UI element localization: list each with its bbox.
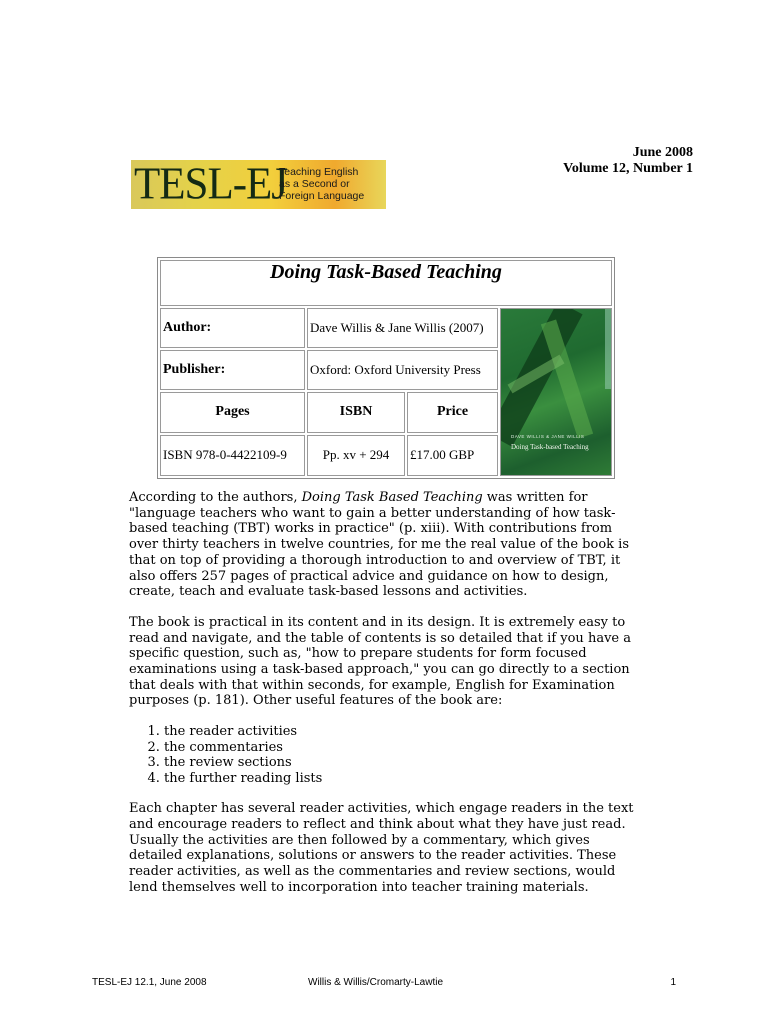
author-label: Author: xyxy=(160,308,305,348)
paragraph-1-text: According to the authors, xyxy=(129,490,302,505)
list-item: 2. the commentaries xyxy=(164,740,644,756)
issue-info xyxy=(563,145,693,177)
publisher-value: Oxford: Oxford University Press xyxy=(307,350,498,390)
paragraph-2: The book is practical in its content and in its design. It is extremely easy to read and navigate, and the table of contents is so detailed that if you have a specific question, such as, "how to prepare students for form focused examinations using a task-based approach," you can go directly to a section that deals with that within seconds, for example, English for Examination purposes (p. 181). Other useful features of the book are: xyxy=(129,614,631,709)
author-value: Dave Willis & Jane Willis (2007) xyxy=(307,308,498,348)
isbn-header: ISBN xyxy=(307,392,405,433)
publisher-label: Publisher: xyxy=(160,350,305,390)
list-item: 3. the review sections xyxy=(164,755,644,771)
logo-wordmark: TESL-EJ xyxy=(134,160,288,209)
review-body xyxy=(129,490,644,910)
isbn-value: ISBN 978-0-4422109-9 xyxy=(160,435,305,476)
cover-authors: DAVE WILLIS & JANE WILLIS xyxy=(511,434,585,439)
book-cover-image xyxy=(501,309,611,475)
page-number: 1 xyxy=(670,977,676,988)
footer-authors: Willis & Willis/Cromarty-Lawtie xyxy=(308,977,444,988)
book-title: Doing Task-Based Teaching xyxy=(270,261,502,283)
paragraph-1 xyxy=(129,490,644,600)
price-header: Price xyxy=(407,392,498,433)
book-info-table xyxy=(157,257,615,479)
paragraph-1-text: was written for "language teachers who want to gain a better understanding of how task-based teaching (TBT) works in practice" (p. xiii). With contributions from over thirty teachers in twelve countries, for me the real value of the book is that on top of providing a thorough introduction to and overview of TBT, it also offers 257 pages of practical advice and guidance on how to design, create, teach and evaluate task-based lessons and activities. xyxy=(129,490,629,600)
logo-tagline xyxy=(279,166,383,202)
list-item: 4. the further reading lists xyxy=(164,771,644,787)
cover-title: Doing Task-based Teaching xyxy=(511,443,589,451)
logo-tagline-line: as a Second or xyxy=(279,178,350,190)
issue-date: June 2008 xyxy=(632,145,693,160)
book-cover-cell xyxy=(500,308,612,476)
logo-tagline-line: Foreign Language xyxy=(279,190,365,202)
footer-journal: TESL-EJ 12.1, June 2008 xyxy=(92,977,207,988)
book-title-cell xyxy=(160,260,612,306)
features-list xyxy=(129,724,644,786)
issue-volume: Volume 12, Number 1 xyxy=(563,161,693,176)
book-title-italic: Doing Task Based Teaching xyxy=(301,490,483,505)
logo-tagline-line: Teaching English xyxy=(279,166,359,178)
pages-value: Pp. xv + 294 xyxy=(307,435,405,476)
pages-header: Pages xyxy=(160,392,305,433)
paragraph-3: Each chapter has several reader activities, which engage readers in the text and encourage readers to reflect and think about what they have just read. Usually the activities are then followed by a commentary, which gives detailed explanations, solutions or answers to the reader activities. These reader activities, as well as the commentaries and review sections, would lend themselves well to incorporation into teacher training materials. xyxy=(129,801,634,895)
tesl-ej-logo xyxy=(131,160,386,209)
price-value: £17.00 GBP xyxy=(407,435,498,476)
list-item: 1. the reader activities xyxy=(164,724,644,740)
page-footer xyxy=(92,977,676,991)
